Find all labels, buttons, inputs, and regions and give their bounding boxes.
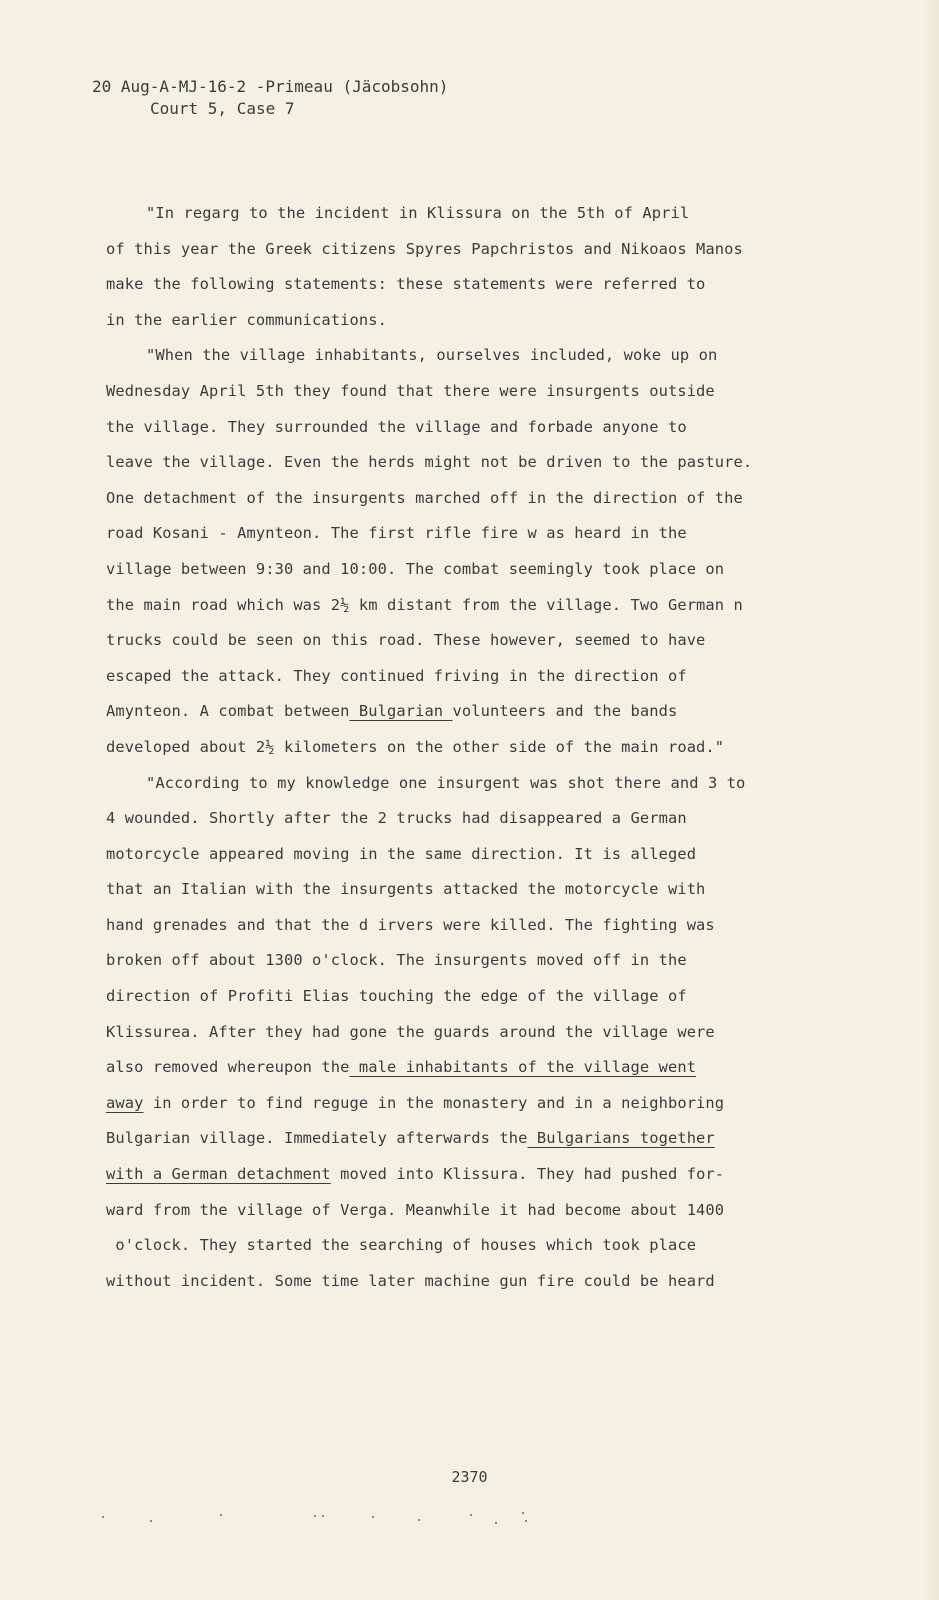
text-line [106,1121,916,1157]
underlined-text: male inhabitants of the village went [349,1058,697,1077]
text-segment: Amynteon. A combat between [106,702,350,721]
scan-specks [100,1510,560,1530]
text-line: 4 wounded. Shortly after the 2 trucks had disappeared a German [106,809,687,828]
text-line: "When the village inhabitants, ourselves included, woke up on [146,346,718,365]
text-line: of this year the Greek citizens Spyres Papchristos and Nikoaos Manos [106,239,743,258]
underlined-text: away [106,1093,144,1112]
text-line [106,694,916,730]
text-line: hand grenades and that the d irvers were killed. The fighting was [106,915,715,934]
text-line [106,1050,916,1086]
text-line: in the earlier communications. [106,310,387,329]
text-line: motorcycle appeared moving in the same direction. It is alleged [106,844,697,863]
text-segment: volunteers and the bands [452,702,678,721]
underlined-text: Bulgarian [349,702,453,721]
body-text [106,196,916,1299]
text-line: Klissurea. After they had gone the guards around the village were [106,1022,715,1041]
header-court-case: Court 5, Case 7 [150,99,295,118]
underlined-text: Bulgarians together [527,1129,715,1148]
text-line [106,1157,916,1193]
underlined-text: with a German detachment [106,1165,331,1184]
text-segment: Bulgarian village. Immediately afterwards the [106,1129,528,1148]
page-number: 2370 [451,1468,488,1486]
document-header [92,76,448,120]
text-line: broken off about 1300 o'clock. The insurgents moved off in the [106,951,687,970]
text-line: ward from the village of Verga. Meanwhile it had become about 1400 [106,1200,725,1219]
text-line: direction of Profiti Elias touching the edge of the village of [106,987,687,1006]
text-line: the village. They surrounded the village and forbade anyone to [106,417,687,436]
text-line: One detachment of the insurgents marched off in the direction of the [106,488,743,507]
text-line: Wednesday April 5th they found that there were insurgents outside [106,381,715,400]
text-line: without incident. Some time later machine gun fire could be heard [106,1271,715,1290]
text-segment: also removed whereupon the [106,1058,350,1077]
text-line: o'clock. They started the searching of houses which took place [106,1236,697,1255]
text-line: the main road which was 2½ km distant from the village. Two German n [106,595,743,614]
text-segment: moved into Klissura. They had pushed for- [330,1165,725,1184]
text-line: escaped the attack. They continued friving in the direction of [106,666,687,685]
text-line: "According to my knowledge one insurgent was shot there and 3 to [146,773,746,792]
text-line: "In regarg to the incident in Klissura on the 5th of April [146,204,690,222]
header-reference: 20 Aug-A-MJ-16-2 -Primeau (Jäcobsohn) [92,77,449,96]
text-line [106,1086,916,1122]
text-line: village between 9:30 and 10:00. The combat seemingly took place on [106,559,725,578]
text-line: that an Italian with the insurgents attacked the motorcycle with [106,880,706,899]
text-line: leave the village. Even the herds might not be driven to the pasture. [106,453,753,472]
page-edge [923,0,939,1600]
text-line: trucks could be seen on this road. These however, seemed to have [106,631,706,650]
text-segment: in order to find reguge in the monastery and in a neighboring [143,1093,725,1112]
text-line: developed about 2½ kilometers on the other side of the main road." [106,737,725,756]
text-line: make the following statements: these statements were referred to [106,275,706,294]
text-line: road Kosani - Amynteon. The first rifle fire w as heard in the [106,524,687,543]
